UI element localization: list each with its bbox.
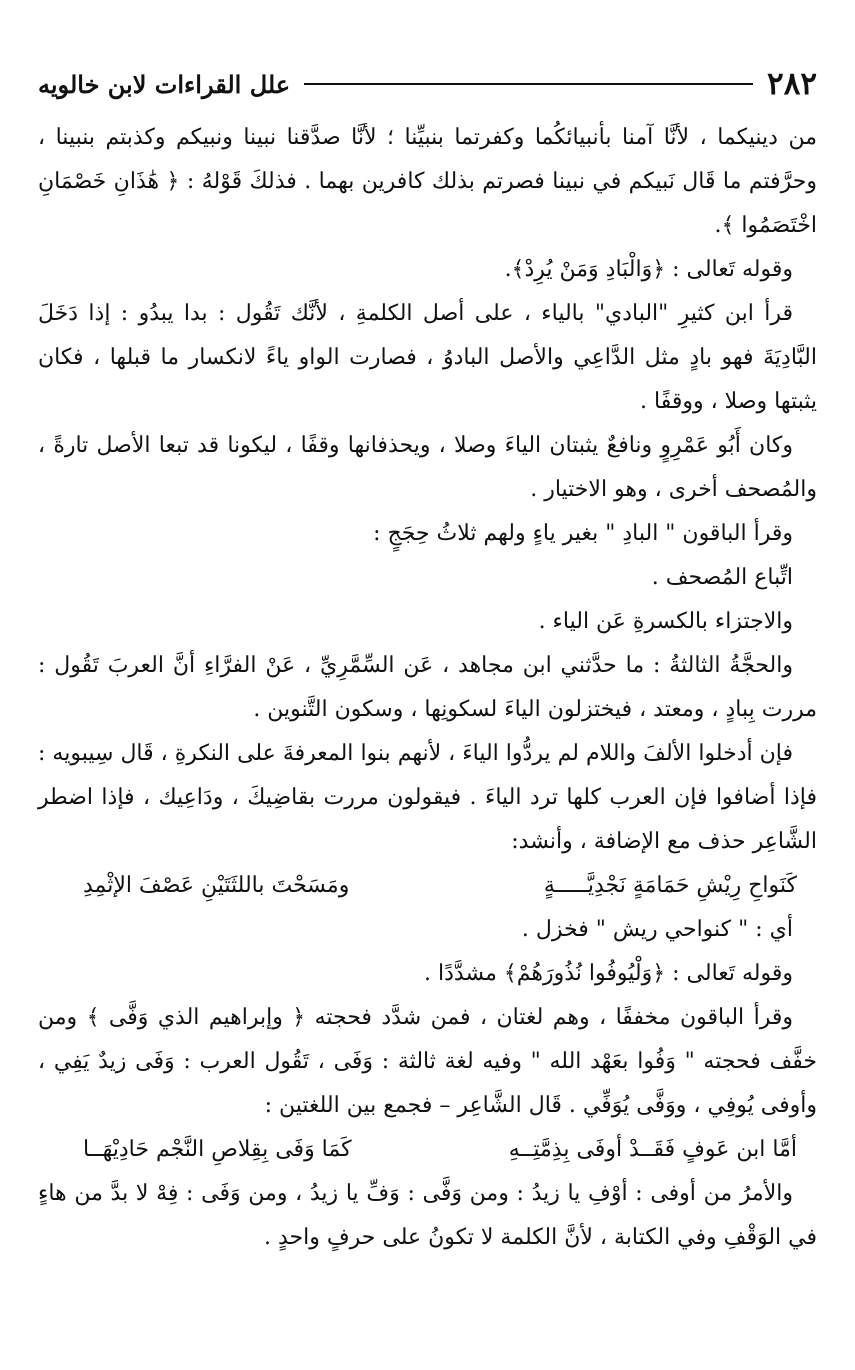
verse-line	[38, 1128, 817, 1172]
paragraph: وقوله تَعالى : ﴿وَالْبَادِ وَمَنْ يُرِدْ﴾.	[504, 257, 793, 282]
running-title: علل القراءات لابن خالويه	[38, 69, 291, 99]
page-body	[38, 116, 817, 1260]
verse-hemistich-second: كَمَا وَفَى بِقِلاصِ النَّجْم حَادِيْهَــا	[83, 1137, 352, 1162]
paragraph: والحجَّةُ الثالثةُ : ما حدَّثني ابن مجاهد ، عَن السِّمَّرِيِّ ، عَنْ الفرَّاءِ أنَّ العربَ تَقُول : مررت بِبادٍ ، ومعتد ، فيختزلون الياءَ لسكونِها ، وسكون التَّنوين .	[38, 653, 817, 722]
paragraph: اتِّباع المُصحف .	[651, 565, 793, 590]
paragraph: وقرأ الباقون " البادِ " بغير ياءٍ ولهم ثلاثُ حِجَجٍ :	[373, 521, 793, 546]
paragraph: قرأ ابن كثيرِ "البادي" بالياء ، على أصل الكلمةِ ، لأنَّك تَقُول : بدا يبدُو : إذا دَخَلَ البَّادِيَةَ فهو بادٍ مثل الدَّاعِي والأصل البادوُ ، فصارت الواو ياءً لانكسار ما قبلها ، فكان يثبتها وصلا ، ووقفًا .	[38, 301, 817, 414]
paragraph: وقرأ الباقون مخففًا ، وهم لغتان ، فمن شدَّد فحجته ﴿ وإبراهيم الذي وَفَّى ﴾ ومن خفَّف فحجته " وَفُوا بعَهْد الله " وفيه لغة ثالثة : وَفَى ، تَقُول العرب : وَفَى زيدٌ يَفِي ، وأوفى يُوفِي ، ووَفَّى يُوَفِّي . قَال الشَّاعِر – فجمع بين اللغتين :	[38, 1005, 817, 1118]
paragraph: من دينيكما ، لأنَّا آمنا بأنبيائكُما وكفرتما بنبيِّنا ؛ لأنَّا صدَّقنا نبينا ونبيكم وكذبتم بنبينا ، وحرَّفتم ما قَال نَبيكم في نبينا فصرتم بذلك كافرين بهما . فذلكَ قَوْلهُ : ﴿ هَٰذَانِ خَصْمَانِ اخْتَصَمُوا ﴾.	[38, 125, 817, 238]
page-number: ٢٨٢	[767, 66, 817, 102]
paragraph: وكان أَبُو عَمْرِوٍ ونافعٌ يثبتان الياءَ وصلا ، ويحذفانها وقفًا ، ليكونا قد تبعا الأصل تارةً ، والمُصحف أخرى ، وهو الاختيار .	[38, 433, 817, 502]
header-rule	[304, 83, 753, 85]
verse-hemistich-first: أمَّا ابن عَوفٍ فَقَــدْ أوفَى بِذِمَّتِــهِ	[508, 1137, 797, 1162]
paragraph: والأمرُ من أوفى : أوْفِ يا زيدُ : ومن وَفَّى : وَفِّ يا زيدُ ، ومن وَفَى : فِهْ لا بدَّ من هاءٍ في الوَقْفِ وفي الكتابة ، لأنَّ الكلمة لا تكونُ على حرفٍ واحدٍ .	[38, 1181, 817, 1250]
page-header	[38, 62, 817, 106]
paragraph: وقوله تَعالى : ﴿وَلْيُوفُوا نُذُورَهُمْ﴾ مشدَّدًا .	[424, 961, 793, 986]
verse-line	[38, 864, 817, 908]
verse-hemistich-first: كَنَواحِ رِيْشِ حَمَامَةٍ نَجْدِيَّـــــةٍ	[543, 873, 797, 898]
paragraph: فإن أدخلوا الألفَ واللام لم يردُّوا الياءَ ، لأنهم بنوا المعرفةَ على النكرةِ ، قَال سِيبويه : فإذا أضافوا فإن العرب كلها ترد الياءَ . فيقولون مررت بقاضِيكَ ، ودَاعِيك ، فإذا اضطر الشَّاعِر حذف مع الإضافة ، وأنشد:	[38, 741, 817, 854]
paragraph: والاجتزاء بالكسرةِ عَن الياء .	[538, 609, 793, 634]
paragraph: أي : " كنواحي ريش " فخزل .	[521, 917, 793, 942]
verse-hemistich-second: ومَسَحْتَ باللثَتَيْنِ عَصْفَ الإثْمِدِ	[83, 873, 350, 898]
